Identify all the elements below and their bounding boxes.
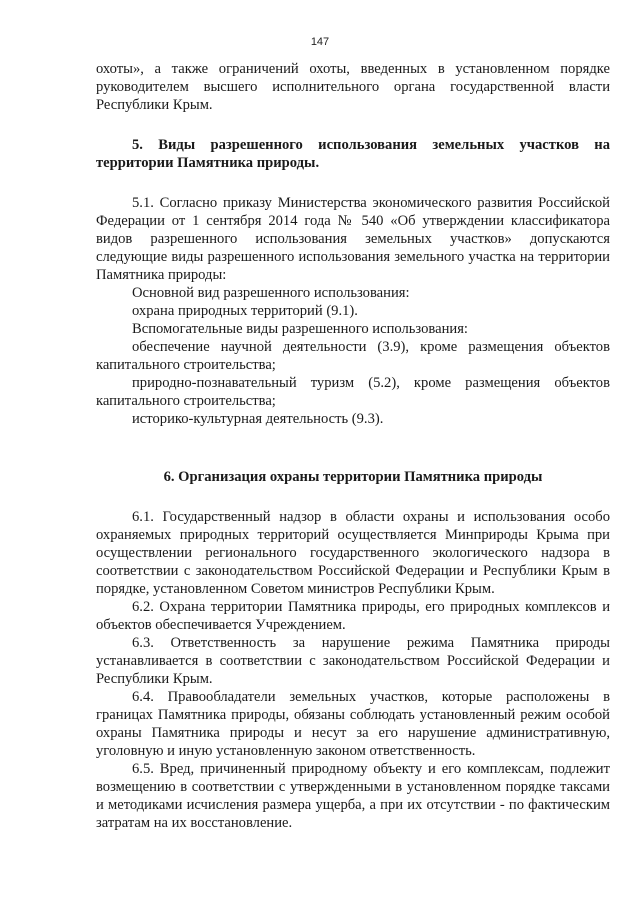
- aux-use-label: Вспомогательные виды разрешенного использования:: [132, 321, 468, 337]
- document-body: [96, 60, 610, 832]
- section-5-1-paragraph: 5.1. Согласно приказу Министерства экономического развития Российской Федерации от 1 сентября 2014 года № 540 «Об утверждении классификатора видов разрешенного использования земельных участков» допускаются следующие виды разрешенного использования земельного участка на территории Памятника природы:: [96, 195, 610, 283]
- page-number: 147: [310, 36, 330, 48]
- aux-use-item-3: историко-культурная деятельность (9.3).: [132, 411, 384, 427]
- section-6-3-paragraph: 6.3. Ответственность за нарушение режима Памятника природы устанавливается в соответствии с законодательством Российской Федерации и Республики Крым.: [96, 635, 610, 687]
- section-5-heading: 5. Виды разрешенного использования земельных участков на территории Памятника природы.: [96, 137, 610, 171]
- aux-use-item-2: природно-познавательный туризм (5.2), кроме размещения объектов капитального строительства;: [96, 375, 610, 409]
- main-use-label: Основной вид разрешенного использования:: [132, 285, 410, 301]
- aux-use-item-1: обеспечение научной деятельности (3.9), кроме размещения объектов капитального строительства;: [96, 339, 610, 373]
- intro-paragraph: охоты», а также ограничений охоты, введенных в установленном порядке руководителем высшего исполнительного органа государственной власти Республики Крым.: [96, 61, 610, 113]
- section-6-4-paragraph: 6.4. Правообладатели земельных участков, которые расположены в границах Памятника природы, обязаны соблюдать установленный режим особой охраны Памятника природы и несут за его нарушение административную, уголовную и иную установленную законом ответственность.: [96, 689, 610, 759]
- section-6-5-paragraph: 6.5. Вред, причиненный природному объекту и его комплексам, подлежит возмещению в соответствии с утвержденными в установленном порядке таксами и методиками исчисления размера ущерба, а при их отсутствии - по фактическим затратам на их восстановление.: [96, 761, 610, 831]
- section-6-heading: 6. Организация охраны территории Памятника природы: [163, 469, 543, 485]
- section-6-1-paragraph: 6.1. Государственный надзор в области охраны и использования особо охраняемых природных территорий осуществляется Минприроды Крыма при осуществлении регионального государственного экологического надзора в соответствии с законодательством Российской Федерации и Республики Крым в порядке, установленном Советом министров Республики Крым.: [96, 509, 610, 597]
- section-6-2-paragraph: 6.2. Охрана территории Памятника природы, его природных комплексов и объектов обеспечивается Учреждением.: [96, 599, 610, 633]
- main-use-item: охрана природных территорий (9.1).: [132, 303, 358, 319]
